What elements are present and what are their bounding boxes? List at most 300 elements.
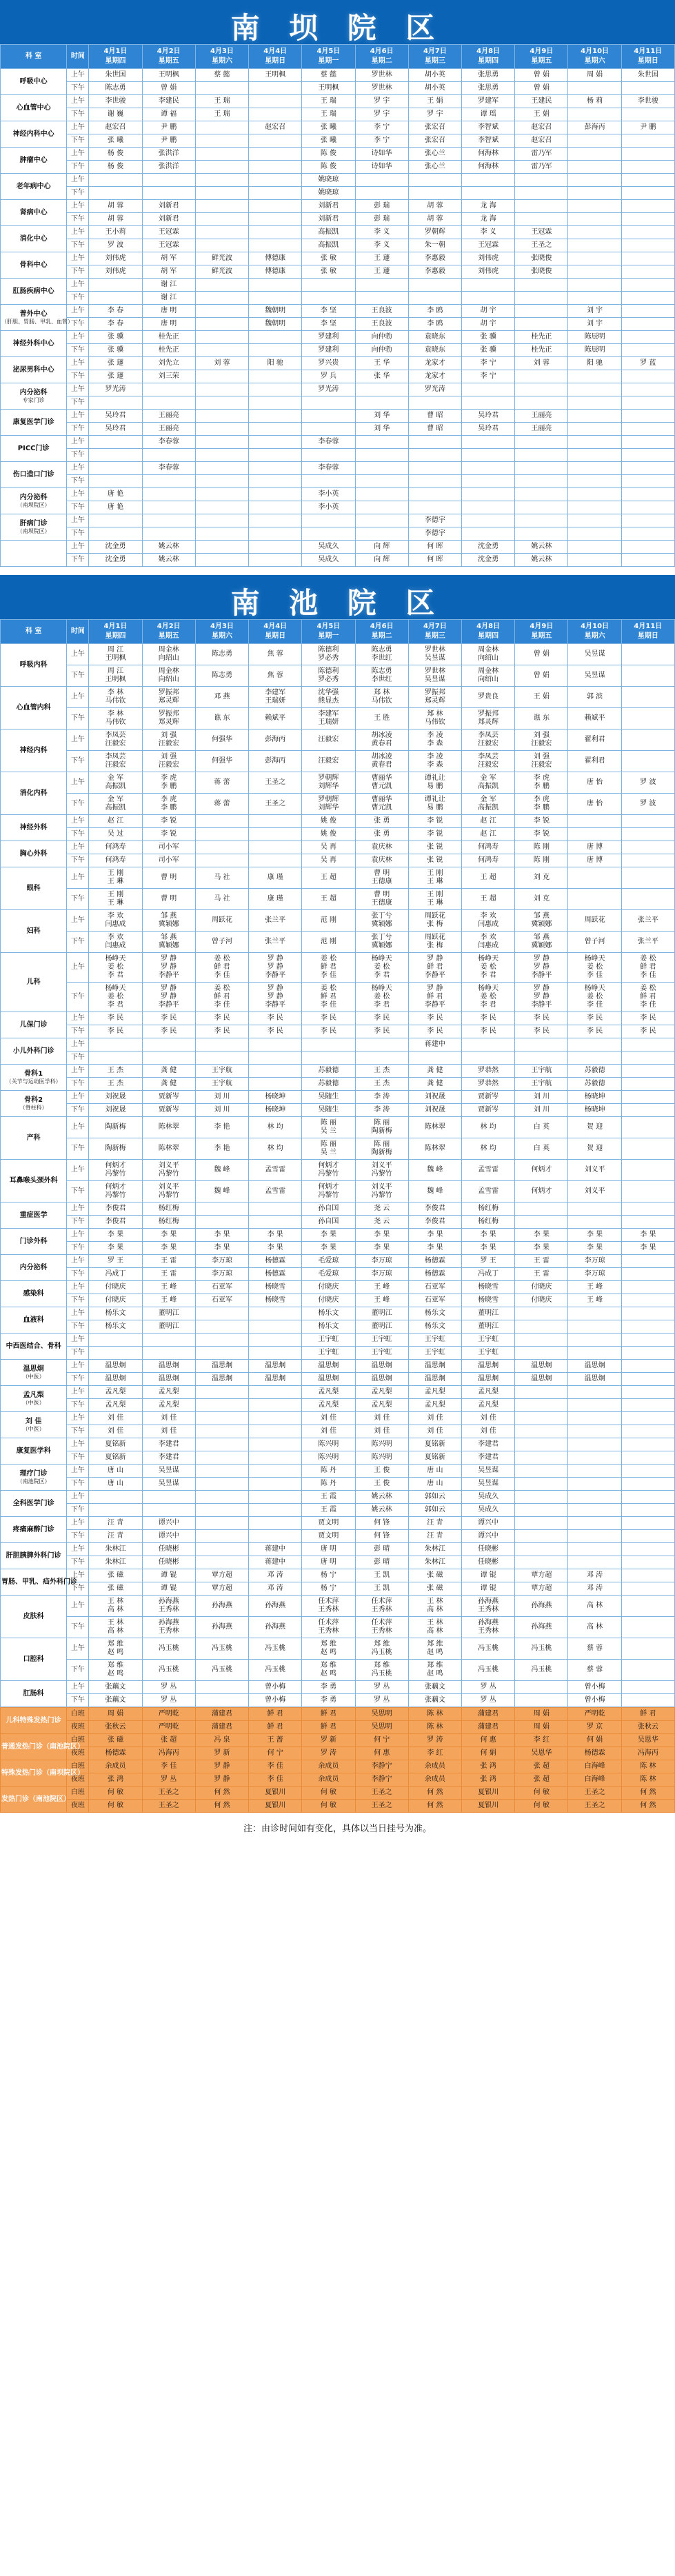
doctor-cell: 刘伟虎 [89, 265, 142, 279]
doctor-name: 鲜 君 [320, 993, 337, 1000]
time-slot: 上午 [67, 436, 89, 449]
doctor-cell: 蒲建君 [195, 1721, 248, 1734]
doctor-cell [462, 396, 515, 410]
doctor-cell [568, 541, 621, 554]
doctor-cell: 李俊君 [89, 1216, 142, 1229]
date-label: 4月3日 [210, 623, 234, 630]
doctor-cell [249, 828, 302, 841]
doctor-name: 郑 维 [320, 1640, 337, 1648]
doctor-cell [462, 1617, 515, 1638]
doctor-cell: 罗 宇 [408, 108, 461, 121]
doctor-cell: 付晓庆 [515, 1281, 568, 1294]
doctor-name: 汪毅宏 [478, 761, 499, 769]
doctor-cell [355, 187, 408, 200]
doctor-name: 王 林 [427, 1619, 443, 1627]
doctor-cell: 王 瑞 [302, 108, 355, 121]
doctor-name: 孙海燕 [478, 1598, 499, 1605]
time-slot: 上午 [67, 488, 89, 501]
doctor-cell: 向仲勃 [355, 331, 408, 344]
doctor-cell [195, 292, 248, 305]
doctor-cell: 刘 佳 [408, 1412, 461, 1425]
doctor-cell: 何 晖 [408, 554, 461, 567]
doctor-cell: 唐 明 [302, 1556, 355, 1569]
doctor-cell: 王明枫 [249, 69, 302, 82]
doctor-cell: 彭海丙 [249, 751, 302, 772]
doctor-cell [621, 854, 674, 867]
doctor-cell [462, 772, 515, 794]
doctor-cell: 孟凡梨 [355, 1386, 408, 1399]
doctor-cell: 何海林 [462, 148, 515, 161]
time-slot: 下午 [67, 134, 89, 148]
doctor-cell: 邓 涛 [568, 1569, 621, 1582]
doctor-cell [89, 449, 142, 462]
doctor-cell: 桂先正 [515, 344, 568, 357]
doctor-cell [568, 252, 621, 265]
doctor-cell: 贾新岑 [142, 1091, 195, 1104]
doctor-cell [408, 488, 461, 501]
doctor-cell: 王 雷 [142, 1255, 195, 1268]
doctor-cell: 李 果 [302, 1229, 355, 1242]
doctor-cell: 赵宏召 [515, 121, 568, 134]
doctor-cell: 张 磁 [408, 1569, 461, 1582]
doctor-name: 李世红 [371, 676, 392, 683]
dept-label: 肛肠疾病中心 [12, 287, 54, 295]
doctor-cell [142, 1160, 195, 1181]
doctor-cell: 何 敏 [302, 1800, 355, 1813]
doctor-cell [568, 423, 621, 436]
doctor-cell [462, 729, 515, 751]
doctor-cell [568, 501, 621, 514]
doctor-cell: 姚晓琼 [302, 174, 355, 187]
schedule-row [1, 1268, 675, 1281]
doctor-cell [408, 644, 461, 665]
doctor-cell [195, 82, 248, 95]
doctor-cell [195, 305, 248, 318]
doctor-cell: 王 娟 [408, 95, 461, 108]
doctor-cell: 杨德霖 [249, 1255, 302, 1268]
doctor-name: 郑灵辉 [158, 718, 179, 726]
time-slot: 下午 [67, 751, 89, 772]
time-slot: 下午 [67, 239, 89, 252]
doctor-name: 李 欢 [480, 912, 496, 920]
doctor-cell: 李建君 [462, 1451, 515, 1465]
doctor-cell [462, 527, 515, 541]
doctor-cell: 冯玉桃 [249, 1660, 302, 1681]
doctor-name: 李凤芸 [478, 753, 499, 761]
doctor-cell [249, 134, 302, 148]
doctor-name: 李 欢 [107, 934, 124, 941]
dept-sublabel: （中医） [22, 1399, 45, 1406]
schedule-row [1, 1638, 675, 1660]
doctor-name: 吴 兰 [320, 1127, 337, 1135]
doctor-cell: 刘 佳 [302, 1425, 355, 1438]
doctor-name: 闫惠成 [478, 920, 499, 928]
doctor-cell [621, 708, 674, 729]
doctor-cell: 李 勇 [302, 1681, 355, 1694]
doctor-cell [568, 134, 621, 148]
doctor-cell: 刘 佳 [89, 1412, 142, 1425]
dept-name [1, 1360, 67, 1386]
doctor-cell: 罗 丛 [142, 1694, 195, 1707]
dept-label: 心血管内科 [16, 703, 51, 712]
doctor-cell: 李 春 [89, 318, 142, 331]
doctor-cell: 张 超 [515, 1760, 568, 1773]
doctor-cell: 李 民 [515, 1025, 568, 1038]
doctor-name: 张 梅 [427, 942, 443, 949]
doctor-cell [515, 953, 568, 983]
doctor-cell: 付晓庆 [89, 1294, 142, 1307]
doctor-name: 曹丽华 [371, 774, 392, 782]
doctor-cell [89, 1051, 142, 1065]
doctor-cell [142, 475, 195, 488]
doctor-cell [568, 200, 621, 213]
doctor-cell [142, 772, 195, 794]
doctor-cell [249, 1347, 302, 1360]
doctor-cell [195, 344, 248, 357]
doctor-cell [568, 1465, 621, 1478]
doctor-cell [621, 1065, 674, 1078]
doctor-name: 李 欢 [107, 912, 124, 920]
doctor-cell [408, 436, 461, 449]
doctor-cell: 何 宁 [249, 1747, 302, 1760]
doctor-cell: 张 锐 [408, 841, 461, 854]
doctor-cell: 李 民 [515, 1012, 568, 1025]
doctor-cell [621, 1681, 674, 1694]
doctor-cell [515, 527, 568, 541]
doctor-cell: 谭兴中 [462, 1530, 515, 1543]
doctor-cell [462, 644, 515, 665]
doctor-name: 刘 强 [161, 753, 177, 761]
doctor-cell: 李 春 [89, 305, 142, 318]
date-header [462, 45, 515, 69]
schedule-row [1, 1229, 675, 1242]
doctor-cell: 王宇虹 [462, 1334, 515, 1347]
doctor-cell [462, 475, 515, 488]
doctor-cell [621, 841, 674, 854]
doctor-cell: 王 霞 [302, 1491, 355, 1504]
time-slot: 上午 [67, 1065, 89, 1078]
doctor-cell [621, 1294, 674, 1307]
doctor-cell: 刘 佳 [355, 1425, 408, 1438]
doctor-cell [302, 475, 355, 488]
doctor-cell: 严明乾 [142, 1721, 195, 1734]
doctor-cell [515, 187, 568, 200]
doctor-cell [462, 1596, 515, 1617]
doctor-cell: 刘 佳 [89, 1425, 142, 1438]
doctor-name: 姜 松 [214, 955, 230, 963]
doctor-cell: 陈林翠 [408, 1138, 461, 1160]
doctor-cell [462, 708, 515, 729]
doctor-cell: 刘义平 [568, 1160, 621, 1181]
doctor-cell: 王宇航 [515, 1065, 568, 1078]
doctor-cell: 王 超 [462, 889, 515, 910]
doctor-cell: 董明江 [142, 1307, 195, 1320]
doctor-name: 周跃花 [424, 934, 445, 941]
doctor-cell [408, 187, 461, 200]
time-slot: 下午 [67, 1294, 89, 1307]
doctor-cell: 彭 晴 [355, 1543, 408, 1556]
time-slot: 下午 [67, 1104, 89, 1117]
doctor-cell [249, 226, 302, 239]
doctor-cell [195, 1412, 248, 1425]
doctor-name: 刘义平 [371, 1162, 392, 1169]
doctor-cell: 唐 艳 [89, 501, 142, 514]
dept-name [1, 331, 67, 357]
doctor-cell: 何 娟 [462, 1747, 515, 1760]
doctor-cell: 张藕文 [89, 1681, 142, 1694]
schedule-row [1, 708, 675, 729]
doctor-cell: 杨乐文 [89, 1307, 142, 1320]
date-header [89, 620, 142, 644]
doctor-cell: 李 民 [408, 1025, 461, 1038]
doctor-cell: 刘 川 [515, 1104, 568, 1117]
dept-name [1, 1491, 67, 1517]
doctor-cell: 冯玉桃 [462, 1638, 515, 1660]
dept-label: 门诊外科 [19, 1237, 48, 1245]
doctor-cell: 刘 川 [195, 1091, 248, 1104]
dept-name [1, 1255, 67, 1281]
doctor-name: 金 军 [107, 774, 124, 782]
doctor-name: 王秀林 [158, 1627, 179, 1635]
doctor-cell: 杨晓雪 [462, 1281, 515, 1294]
date-header [462, 620, 515, 644]
doctor-cell [142, 1334, 195, 1347]
dept-name [1, 644, 67, 687]
doctor-cell: 王 峰 [568, 1294, 621, 1307]
doctor-cell [142, 1491, 195, 1504]
schedule-row [1, 396, 675, 410]
doctor-cell: 李 红 [515, 1734, 568, 1747]
schedule-row [1, 69, 675, 82]
doctor-cell [355, 1181, 408, 1203]
doctor-cell: 王 娟 [515, 108, 568, 121]
time-slot: 下午 [67, 1399, 89, 1412]
doctor-cell [195, 1530, 248, 1543]
dept-label: 康复医学门诊 [12, 418, 54, 426]
doctor-cell [621, 1491, 674, 1504]
doctor-name: 王 琳 [427, 878, 443, 885]
doctor-name: 姜 松 [320, 985, 337, 992]
doctor-cell [249, 554, 302, 567]
doctor-cell [195, 423, 248, 436]
doctor-cell: 王丽亮 [515, 423, 568, 436]
doctor-name: 郑 维 [374, 1662, 390, 1669]
doctor-cell: 蔡 蓉 [568, 1660, 621, 1681]
doctor-cell [621, 82, 674, 95]
doctor-cell [195, 1438, 248, 1451]
doctor-cell: 高振凯 [302, 239, 355, 252]
dept-label: 口腔科 [23, 1655, 44, 1663]
doctor-cell [408, 475, 461, 488]
time-slot: 上午 [67, 1681, 89, 1694]
dept-label: PICC门诊 [17, 444, 50, 452]
schedule-row [1, 265, 675, 279]
doctor-cell: 张 超 [142, 1734, 195, 1747]
schedule-row [1, 1360, 675, 1373]
doctor-cell [515, 462, 568, 475]
date-label: 4月10日 [581, 48, 609, 55]
doctor-cell: 夏铭新 [408, 1438, 461, 1451]
doctor-cell [408, 501, 461, 514]
doctor-name: 黄春君 [371, 740, 392, 747]
schedule-row [1, 1065, 675, 1078]
doctor-cell [621, 1138, 674, 1160]
doctor-cell [568, 396, 621, 410]
doctor-cell: 孙海燕 [515, 1617, 568, 1638]
dept-label: 骨科1 [24, 1069, 43, 1078]
doctor-cell [195, 449, 248, 462]
doctor-cell [568, 82, 621, 95]
doctor-cell: 董明江 [355, 1307, 408, 1320]
doctor-cell: 罗朝辉 [408, 226, 461, 239]
dept-label: 伤口造口门诊 [12, 470, 54, 479]
doctor-cell: 邓 涛 [568, 1582, 621, 1596]
doctor-cell [249, 1491, 302, 1504]
doctor-cell: 李 果 [621, 1229, 674, 1242]
doctor-name: 李 森 [427, 761, 443, 769]
doctor-cell: 冯海丙 [142, 1747, 195, 1760]
time-slot: 上午 [67, 226, 89, 239]
doctor-cell: 刘新君 [142, 213, 195, 226]
time-slot: 上午 [67, 200, 89, 213]
doctor-cell: 覃方超 [515, 1569, 568, 1582]
doctor-name: 姜 松 [107, 993, 124, 1000]
doctor-cell [568, 554, 621, 567]
doctor-cell: 陶新梅 [89, 1138, 142, 1160]
schedule-row [1, 815, 675, 828]
doctor-cell [249, 213, 302, 226]
doctor-cell: 杨红梅 [142, 1216, 195, 1229]
doctor-cell [195, 121, 248, 134]
doctor-cell: 余成员 [302, 1760, 355, 1773]
doctor-name: 向绍山 [158, 654, 179, 662]
doctor-cell [621, 1038, 674, 1051]
doctor-cell: 刘祝晟 [408, 1104, 461, 1117]
dept-label: 消化内科 [19, 789, 48, 797]
doctor-cell [355, 383, 408, 396]
doctor-cell: 唐 明 [302, 1543, 355, 1556]
doctor-name: 汪毅宏 [531, 740, 552, 747]
doctor-cell [568, 1399, 621, 1412]
doctor-name: 杨峥天 [478, 985, 499, 992]
time-slot: 上午 [67, 252, 89, 265]
doctor-cell: 谭兴中 [462, 1517, 515, 1530]
doctor-cell: 冯成丁 [89, 1268, 142, 1281]
schedule-row [1, 644, 675, 665]
doctor-name: 高振凯 [478, 783, 499, 790]
doctor-cell [249, 279, 302, 292]
doctor-cell [621, 501, 674, 514]
doctor-cell [355, 1660, 408, 1681]
dept-label: 肝胆胰脾外科门诊 [6, 1551, 61, 1560]
schedule-row [1, 1012, 675, 1025]
doctor-name: 郑 维 [427, 1640, 443, 1648]
doctor-cell: 温思炯 [195, 1373, 248, 1386]
doctor-cell [195, 148, 248, 161]
doctor-cell [515, 318, 568, 331]
schedule-row [1, 932, 675, 953]
doctor-cell: 何 敏 [515, 1800, 568, 1813]
doctor-cell: 王 瑞 [195, 95, 248, 108]
doctor-cell: 付晓庆 [302, 1281, 355, 1294]
doctor-cell: 刘 川 [195, 1104, 248, 1117]
doctor-cell [515, 1412, 568, 1425]
doctor-cell: 汪毅宏 [302, 729, 355, 751]
doctor-cell: 张 锐 [408, 854, 461, 867]
doctor-name: 汪毅宏 [105, 761, 126, 769]
doctor-cell: 苏毅德 [568, 1078, 621, 1091]
doctor-cell: 王 凯 [355, 1582, 408, 1596]
doctor-cell: 何 然 [195, 1787, 248, 1800]
doctor-cell [408, 1617, 461, 1638]
doctor-cell: 吴玲君 [462, 410, 515, 423]
doctor-cell: 任晓彬 [462, 1556, 515, 1569]
doctor-cell: 张兰平 [621, 910, 674, 932]
doctor-cell: 袁晓东 [408, 331, 461, 344]
weekday-label: 星期五 [158, 57, 179, 65]
doctor-cell [568, 449, 621, 462]
doctor-cell: 孙海燕 [195, 1596, 248, 1617]
doctor-name: 李 佳 [214, 1001, 230, 1009]
schedule-row [1, 1694, 675, 1707]
doctor-cell: 李春蓉 [302, 436, 355, 449]
time-slot: 下午 [67, 370, 89, 383]
time-slot: 上午 [67, 1638, 89, 1660]
doctor-cell [408, 867, 461, 889]
doctor-cell [355, 1638, 408, 1660]
date-header [355, 620, 408, 644]
doctor-name: 冀颖娜 [158, 942, 179, 949]
doctor-cell: 温思炯 [355, 1373, 408, 1386]
doctor-name: 陈德利 [318, 667, 339, 675]
doctor-cell: 袁庆林 [355, 854, 408, 867]
schedule-row [1, 1721, 675, 1734]
doctor-cell: 唐 山 [89, 1478, 142, 1491]
doctor-cell: 罗光涛 [302, 383, 355, 396]
doctor-cell: 周 娟 [515, 1721, 568, 1734]
time-slot: 下午 [67, 1504, 89, 1517]
doctor-cell: 王小莉 [89, 226, 142, 239]
time-slot: 白班 [67, 1708, 89, 1721]
weekday-label: 星期日 [265, 632, 286, 640]
doctor-cell [621, 867, 674, 889]
doctor-cell [568, 108, 621, 121]
doctor-cell: 蔡 蓉 [568, 1638, 621, 1660]
doctor-cell: 何炳才 [515, 1181, 568, 1203]
doctor-cell [195, 1216, 248, 1229]
doctor-name: 陈志勇 [371, 646, 392, 654]
doctor-name: 陈 丽 [374, 1119, 390, 1127]
doctor-cell: 刘祝晟 [89, 1104, 142, 1117]
doctor-cell: 李 民 [302, 1012, 355, 1025]
doctor-cell: 范 刚 [302, 932, 355, 953]
doctor-cell: 龙家才 [408, 370, 461, 383]
doctor-cell: 张宏召 [408, 121, 461, 134]
doctor-name: 王秀林 [158, 1606, 179, 1613]
doctor-cell [89, 1617, 142, 1638]
doctor-cell [621, 1504, 674, 1517]
doctor-cell [195, 1491, 248, 1504]
date-header [302, 620, 355, 644]
doctor-cell: 张 曦 [302, 134, 355, 148]
doctor-cell: 温思炯 [302, 1373, 355, 1386]
doctor-cell [408, 889, 461, 910]
schedule-row [1, 148, 675, 161]
doctor-cell: 刘新君 [142, 200, 195, 213]
doctor-cell [462, 1038, 515, 1051]
doctor-cell: 张 超 [515, 1773, 568, 1787]
dept-label: 康复医学科 [16, 1447, 51, 1455]
